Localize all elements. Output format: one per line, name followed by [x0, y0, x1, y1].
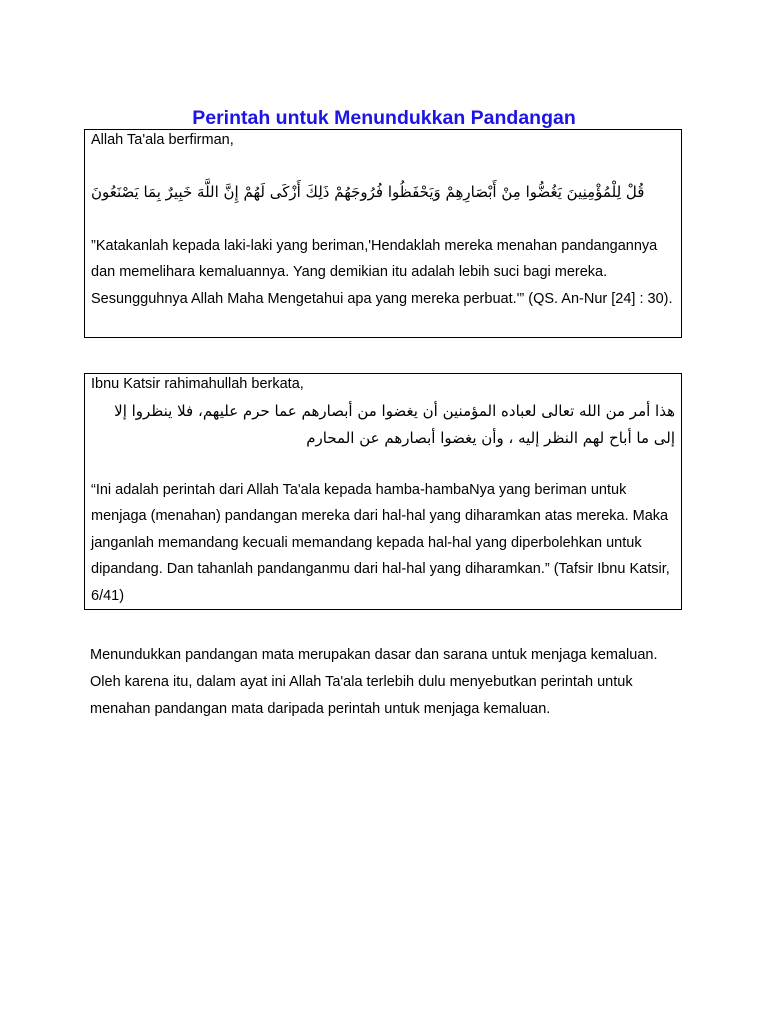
tafsir-translation: “Ini adalah perintah dari Allah Ta'ala kepada hamba-hambaNya yang beriman untuk menjaga (menahan) pandangan mereka dari hal-hal yang diharamkan atas mereka. Maka janganlah memandang kecuali memandang kepada hal-hal yang diperbolehkan untuk dipandang. Dan tahanlah pandanganmu dari hal-hal yang diharamkan.” (Tafsir Ibnu Katsir, 6/41): [91, 481, 670, 604]
tafsir-intro: Ibnu Katsir rahimahullah berkata,: [91, 376, 304, 392]
verse-translation: ”Katakanlah kepada laki-laki yang beriman,'Hendaklah mereka menahan pandangannya dan memelihara kemaluannya. Yang demikian itu adalah lebih suci bagi mereka. Sesungguhnya Allah Maha Mengetahui apa yang mereka perbuat.'” (QS. An-Nur [24] : 30).: [91, 237, 673, 307]
tafsir-box: [84, 373, 682, 610]
quran-verse-box: [84, 129, 682, 338]
closing-paragraph: Menundukkan pandangan mata merupakan dasar dan sarana untuk menjaga kemaluan. Oleh karena itu, dalam ayat ini Allah Ta'ala terlebih dulu menyebutkan perintah untuk menahan pandangan mata daripada perintah untuk menjaga kemaluan.: [90, 647, 658, 717]
tafsir-arabic-text: هذا أمر من الله تعالى لعباده المؤمنين أن يغضوا من أبصارهم عما حرم عليهم، فلا ينظروا إلا إلى ما أباح لهم النظر إليه ، وأن يغضوا أبصارهم عن المحارم: [114, 401, 675, 447]
arabic-verse: قُلْ لِلْمُؤْمِنِينَ يَغُضُّوا مِنْ أَبْصَارِهِمْ وَيَحْفَظُوا فُرُوجَهُمْ ذَلِكَ أَزْكَى لَهُمْ إِنَّ اللَّهَ خَبِيرٌ بِمَا يَصْنَعُونَ: [91, 182, 645, 201]
verse-intro: Allah Ta'ala berfirman,: [91, 132, 234, 148]
page-title: Perintah untuk Menundukkan Pandangan: [192, 107, 576, 130]
